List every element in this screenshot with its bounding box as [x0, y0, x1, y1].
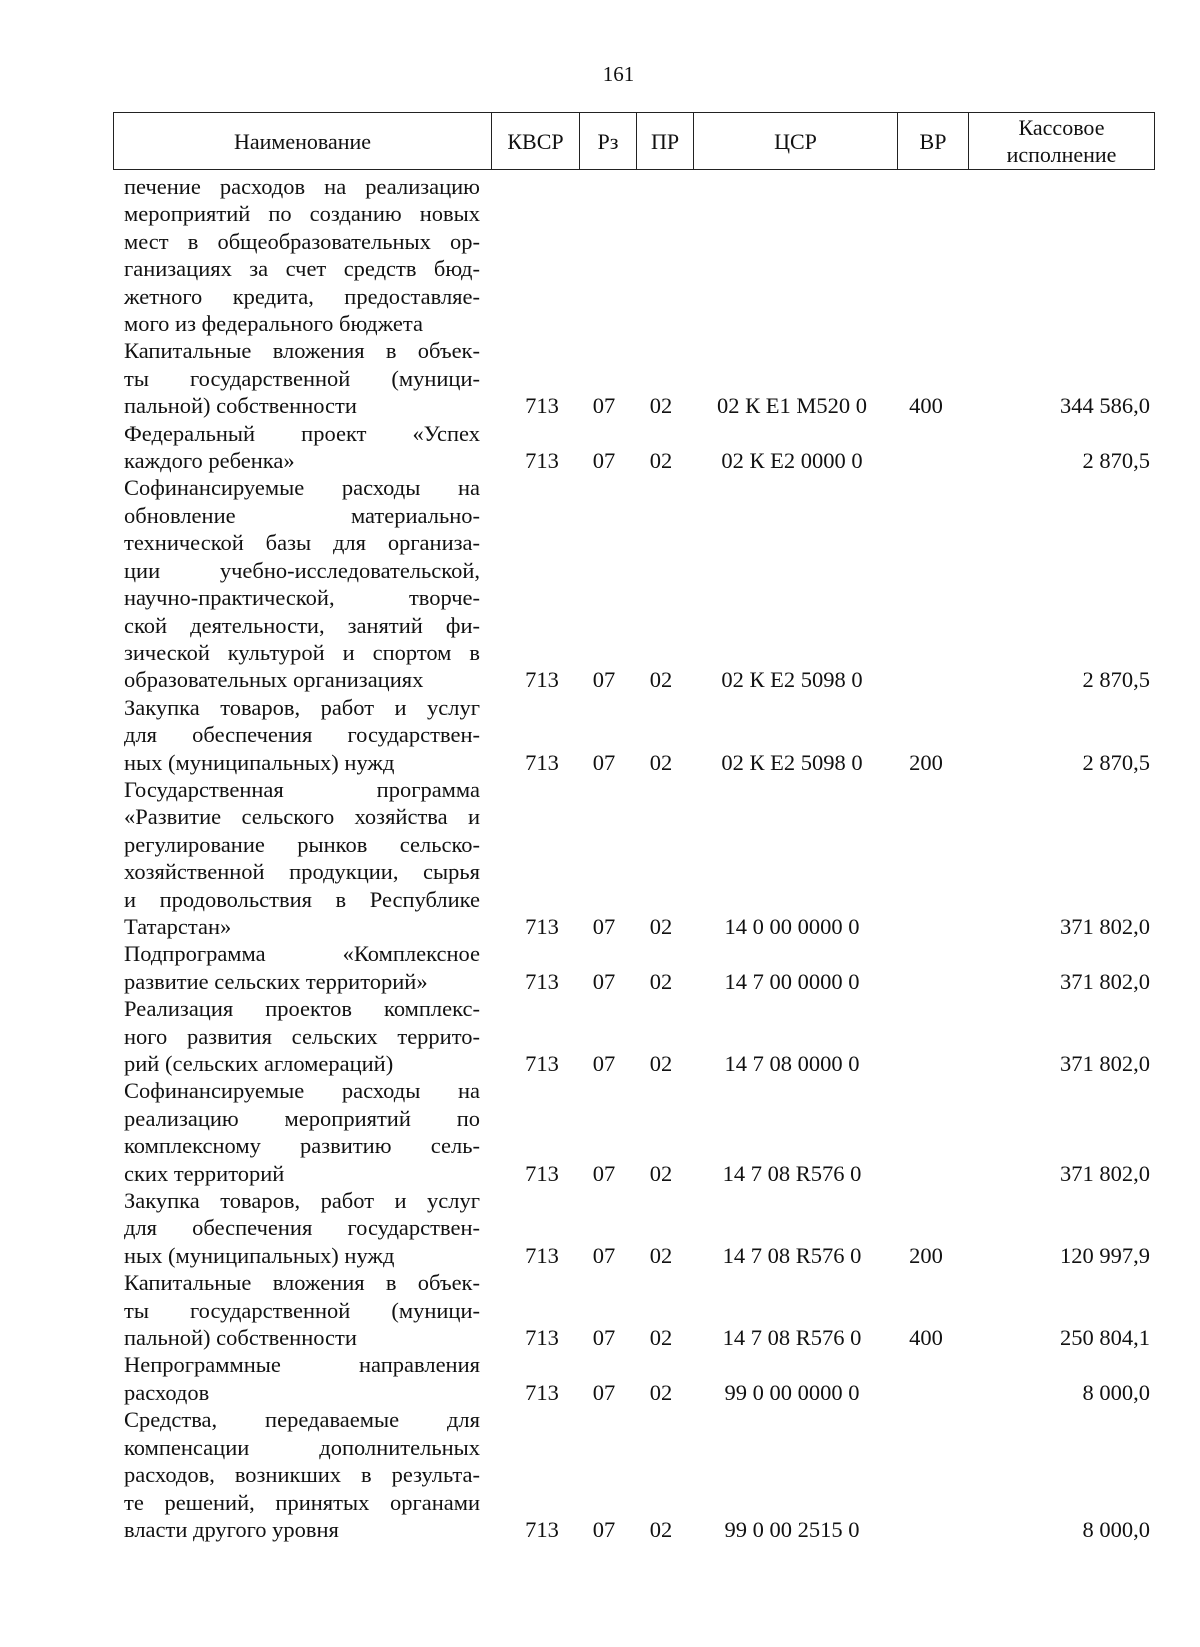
cell-csr: 02 К Е2 5098 0 — [721, 749, 863, 775]
row-name-line: жетного кредита, предоставляе- — [124, 283, 480, 309]
row-name-line: пальной) собственности — [124, 393, 357, 419]
row-name-line: ских территорий — [124, 1160, 285, 1186]
cell-kvsr: 713 — [525, 968, 559, 994]
cell-sum: 2 870,5 — [1082, 667, 1150, 693]
table-row — [124, 995, 1150, 1077]
cell-rz: 07 — [592, 1516, 616, 1542]
row-name-line: те решений, принятых органами — [124, 1489, 480, 1515]
table-row — [124, 1351, 1150, 1406]
cell-sum: 8 000,0 — [1082, 1379, 1150, 1405]
cell-kvsr: 713 — [525, 1160, 559, 1186]
cell-sum: 120 997,9 — [1060, 1242, 1150, 1268]
cell-rz: 07 — [592, 913, 616, 939]
cell-kvsr: 713 — [525, 1516, 559, 1542]
row-name-line: Средства, передаваемые для — [124, 1407, 480, 1433]
cell-kvsr: 713 — [525, 1325, 559, 1351]
row-name-line: ных (муниципальных) нужд — [124, 749, 395, 775]
cell-rz: 07 — [592, 1160, 616, 1186]
row-name-line: обновление материально- — [124, 502, 480, 528]
table-row — [124, 1269, 1150, 1351]
row-name-line: ных (муниципальных) нужд — [124, 1242, 395, 1268]
row-name — [124, 1269, 480, 1351]
row-name — [124, 1187, 480, 1269]
cell-rz: 07 — [592, 1051, 616, 1076]
row-name-line: компенсации дополнительных — [124, 1434, 480, 1460]
cell-csr: 14 7 00 0000 0 — [724, 968, 860, 994]
cell-sum: 8 000,0 — [1082, 1516, 1150, 1542]
row-name — [124, 337, 480, 419]
row-name-line: хозяйственной продукции, сырья — [124, 859, 480, 885]
row-name-line: ции учебно-исследовательской, — [124, 557, 480, 583]
row-name-line: комплексному развитию сель- — [124, 1133, 480, 1159]
cell-vr: 200 — [909, 749, 943, 775]
cell-vr: 200 — [909, 1242, 943, 1268]
row-name-line: мого из федерального бюджета — [124, 311, 423, 337]
header-sum-line2: исполнение — [1006, 142, 1117, 167]
cell-csr: 02 К Е1 М520 0 — [716, 393, 867, 419]
cell-sum: 344 586,0 — [1060, 393, 1150, 419]
cell-pr: 02 — [649, 1242, 673, 1268]
cell-kvsr: 713 — [525, 448, 559, 474]
cell-csr: 14 7 08 R576 0 — [722, 1242, 862, 1268]
cell-rz: 07 — [592, 448, 616, 474]
cell-csr: 14 7 08 R576 0 — [722, 1325, 862, 1351]
cell-kvsr: 713 — [525, 1242, 559, 1268]
cell-rz: 07 — [592, 968, 616, 994]
table-row — [124, 940, 1150, 995]
row-name-line: Реализация проектов комплекс- — [124, 996, 480, 1022]
table-row — [124, 776, 1150, 940]
row-name-line: Подпрограмма «Комплексное — [124, 941, 480, 967]
cell-sum: 371 802,0 — [1060, 1160, 1150, 1186]
table-body — [124, 173, 1150, 1543]
row-name-line: Софинансируемые расходы на — [124, 475, 480, 501]
table-row — [124, 337, 1150, 419]
cell-sum: 2 870,5 — [1082, 749, 1150, 775]
cell-kvsr: 713 — [525, 749, 559, 775]
row-name-line: регулирование рынков сельско- — [124, 831, 480, 857]
cell-pr: 02 — [649, 913, 673, 939]
header-kvsr: КВСР — [491, 113, 579, 169]
row-name-line: расходов, возникших в результа- — [124, 1462, 480, 1488]
cell-sum: 371 802,0 — [1060, 913, 1150, 939]
row-name — [124, 776, 480, 940]
row-name-line: власти другого уровня — [124, 1516, 339, 1542]
table-row — [124, 694, 1150, 776]
cell-kvsr: 713 — [525, 913, 559, 939]
row-name-line: реализацию мероприятий по — [124, 1105, 480, 1131]
row-name-line: ного развития сельских террито- — [124, 1023, 480, 1049]
cell-csr: 14 7 08 0000 0 — [724, 1051, 860, 1076]
row-name-line: Софинансируемые расходы на — [124, 1078, 480, 1104]
cell-pr: 02 — [649, 1379, 673, 1405]
header-pr: ПР — [636, 113, 693, 169]
row-name-line: для обеспечения государствен- — [124, 1215, 480, 1241]
row-name-line: мероприятий по созданию новых — [124, 201, 480, 227]
row-name — [124, 1077, 480, 1187]
table-row — [124, 474, 1150, 693]
row-name-line: каждого ребенка» — [124, 448, 295, 474]
page-number: 161 — [602, 62, 635, 86]
cell-kvsr: 713 — [525, 1379, 559, 1405]
cell-kvsr: 713 — [525, 393, 559, 419]
row-name-line: ской деятельности, занятий фи- — [124, 612, 480, 638]
row-name-line: расходов — [124, 1379, 210, 1405]
cell-csr: 99 0 00 2515 0 — [724, 1516, 860, 1542]
row-name-line: Государственная программа — [124, 776, 480, 802]
row-name-line: и продовольствия в Республике — [124, 886, 480, 912]
row-name-line: пальной) собственности — [124, 1325, 357, 1351]
row-name — [124, 474, 480, 693]
row-name — [124, 173, 480, 337]
row-name — [124, 694, 480, 776]
row-name-line: Федеральный проект «Успех — [124, 420, 480, 446]
cell-rz: 07 — [592, 393, 616, 419]
cell-rz: 07 — [592, 1242, 616, 1268]
row-name-line: зической культурой и спортом в — [124, 639, 480, 665]
header-sum — [968, 113, 1154, 169]
cell-sum: 371 802,0 — [1060, 1051, 1150, 1076]
table-row — [124, 420, 1150, 475]
row-name-line: Капитальные вложения в объек- — [124, 338, 480, 364]
header-vr: ВР — [897, 113, 968, 169]
row-name-line: рий (сельских агломераций) — [124, 1051, 394, 1076]
cell-rz: 07 — [592, 1379, 616, 1405]
header-rz: Рз — [579, 113, 636, 169]
row-name-line: Непрограммные направления — [124, 1352, 480, 1378]
cell-pr: 02 — [649, 448, 673, 474]
cell-vr: 400 — [909, 393, 943, 419]
header-name: Наименование — [233, 128, 372, 154]
row-name-line: Закупка товаров, работ и услуг — [124, 694, 480, 720]
cell-pr: 02 — [649, 1160, 673, 1186]
header-csr: ЦСР — [693, 113, 897, 169]
cell-rz: 07 — [592, 667, 616, 693]
row-name-line: «Развитие сельского хозяйства и — [124, 804, 480, 830]
row-name-line: мест в общеобразовательных ор- — [124, 228, 480, 254]
row-name-line: Татарстан» — [124, 913, 232, 939]
row-name — [124, 995, 480, 1077]
cell-pr: 02 — [649, 1516, 673, 1542]
cell-csr: 99 0 00 0000 0 — [724, 1379, 860, 1405]
row-name-line: развитие сельских территорий» — [124, 968, 428, 994]
row-name-line: для обеспечения государствен- — [124, 722, 480, 748]
cell-csr: 14 7 08 R576 0 — [722, 1160, 862, 1186]
cell-csr: 02 К Е2 0000 0 — [721, 448, 863, 474]
cell-csr: 02 К Е2 5098 0 — [721, 667, 863, 693]
row-name-line: печение расходов на реализацию — [124, 174, 480, 199]
cell-rz: 07 — [592, 749, 616, 775]
cell-pr: 02 — [649, 1051, 673, 1076]
table-row — [124, 1077, 1150, 1187]
cell-pr: 02 — [649, 749, 673, 775]
row-name — [124, 1406, 480, 1543]
row-name-line: Закупка товаров, работ и услуг — [124, 1188, 480, 1214]
cell-pr: 02 — [649, 667, 673, 693]
cell-rz: 07 — [592, 1325, 616, 1351]
row-name — [124, 1351, 480, 1406]
table-row — [124, 1406, 1150, 1543]
table-row — [124, 173, 1150, 337]
cell-pr: 02 — [649, 393, 673, 419]
cell-sum: 250 804,1 — [1060, 1325, 1150, 1351]
table-header — [113, 112, 1155, 170]
header-sum-line1: Кассовое — [1018, 115, 1105, 140]
cell-pr: 02 — [649, 1325, 673, 1351]
row-name-line: ты государственной (муници- — [124, 365, 480, 391]
row-name — [124, 940, 480, 995]
row-name-line: Капитальные вложения в объек- — [124, 1270, 480, 1296]
row-name-line: технической базы для организа- — [124, 530, 480, 556]
row-name-line: образовательных организациях — [124, 667, 424, 693]
row-name — [124, 420, 480, 475]
cell-pr: 02 — [649, 968, 673, 994]
cell-vr: 400 — [909, 1325, 943, 1351]
cell-sum: 2 870,5 — [1082, 448, 1150, 474]
row-name-line: ганизациях за счет средств бюд- — [124, 256, 480, 282]
cell-sum: 371 802,0 — [1060, 968, 1150, 994]
cell-kvsr: 713 — [525, 1051, 559, 1076]
table-row — [124, 1187, 1150, 1269]
cell-kvsr: 713 — [525, 667, 559, 693]
row-name-line: ты государственной (муници- — [124, 1297, 480, 1323]
cell-csr: 14 0 00 0000 0 — [724, 913, 860, 939]
row-name-line: научно-практической, творче- — [124, 585, 480, 611]
